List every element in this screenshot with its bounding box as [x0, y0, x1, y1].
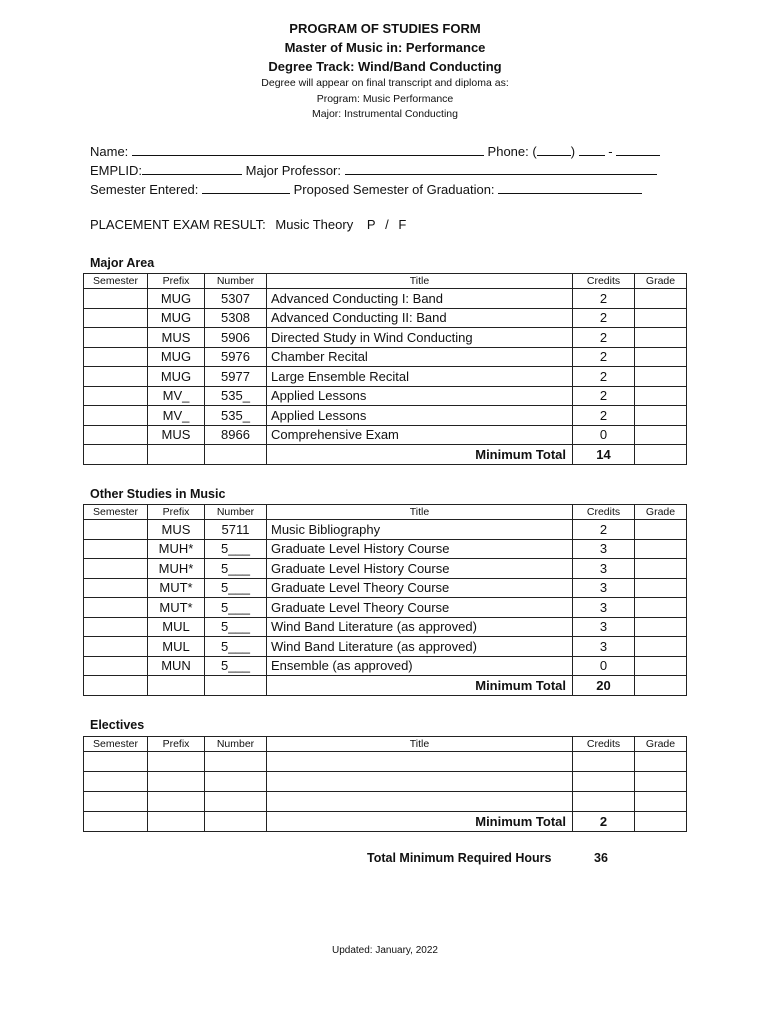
semester-cell[interactable] — [84, 386, 148, 406]
proposed-graduation-label: Proposed Semester of Graduation: — [293, 182, 495, 197]
course-row — [84, 539, 687, 559]
col-semester: Semester — [84, 274, 148, 289]
phone-line-field[interactable] — [616, 142, 660, 156]
col-grade: Grade — [635, 737, 687, 752]
major-area-table — [83, 273, 687, 465]
electives-body — [84, 752, 687, 832]
grade-cell[interactable] — [635, 520, 687, 540]
prefix-cell: MUS — [148, 425, 205, 445]
number-cell: 5___ — [205, 559, 267, 579]
credits-cell: 2 — [573, 520, 635, 540]
number-cell: 5711 — [205, 520, 267, 540]
title-cell[interactable] — [267, 792, 573, 812]
number-cell: 5307 — [205, 289, 267, 309]
grade-cell[interactable] — [635, 792, 687, 812]
number-cell: 5___ — [205, 598, 267, 618]
col-semester: Semester — [84, 505, 148, 520]
course-row — [84, 308, 687, 328]
grade-cell[interactable] — [635, 559, 687, 579]
grade-cell[interactable] — [635, 772, 687, 792]
prefix-cell: MUL — [148, 617, 205, 637]
emplid-label: EMPLID: — [90, 163, 143, 178]
col-title: Title — [267, 274, 573, 289]
semester-cell — [84, 812, 148, 832]
col-title: Title — [267, 737, 573, 752]
credits-cell[interactable] — [573, 752, 635, 772]
prefix-cell: MV_ — [148, 386, 205, 406]
phone-close-paren: ) — [570, 144, 576, 159]
prefix-cell: MUG — [148, 367, 205, 387]
form-title: PROGRAM OF STUDIES FORM — [289, 21, 481, 36]
title-cell: Directed Study in Wind Conducting — [267, 328, 573, 348]
grade-cell[interactable] — [635, 308, 687, 328]
semester-line — [90, 180, 642, 198]
grade-cell[interactable] — [635, 637, 687, 657]
course-row — [84, 617, 687, 637]
course-row — [84, 637, 687, 657]
number-cell: 5977 — [205, 367, 267, 387]
title-cell[interactable] — [267, 772, 573, 792]
header-row — [84, 274, 687, 289]
credits-cell: 3 — [573, 637, 635, 657]
placement-separator: / — [385, 217, 389, 232]
course-row — [84, 578, 687, 598]
minimum-total-row — [84, 676, 687, 696]
course-row — [84, 386, 687, 406]
semester-cell[interactable] — [84, 406, 148, 426]
prefix-cell — [148, 812, 205, 832]
semester-cell[interactable] — [84, 539, 148, 559]
minimum-total-value: 20 — [573, 676, 635, 696]
course-row — [84, 347, 687, 367]
major-professor-field[interactable] — [345, 161, 657, 175]
prefix-cell: MUG — [148, 289, 205, 309]
grade-cell[interactable] — [635, 539, 687, 559]
title-cell: Ensemble (as approved) — [267, 656, 573, 676]
course-row — [84, 520, 687, 540]
credits-cell: 3 — [573, 539, 635, 559]
semester-cell[interactable] — [84, 752, 148, 772]
course-row — [84, 559, 687, 579]
title-cell: Large Ensemble Recital — [267, 367, 573, 387]
number-cell — [205, 812, 267, 832]
course-row — [84, 406, 687, 426]
credits-cell: 3 — [573, 617, 635, 637]
other-studies-table — [83, 504, 687, 696]
semester-cell[interactable] — [84, 328, 148, 348]
course-row — [84, 656, 687, 676]
number-cell[interactable] — [205, 772, 267, 792]
grade-cell[interactable] — [635, 425, 687, 445]
course-row — [84, 598, 687, 618]
prefix-cell — [148, 445, 205, 465]
prefix-cell: MV_ — [148, 406, 205, 426]
minimum-total-value: 14 — [573, 445, 635, 465]
number-cell[interactable] — [205, 792, 267, 812]
semester-cell[interactable] — [84, 520, 148, 540]
credits-cell: 3 — [573, 578, 635, 598]
credits-cell: 2 — [573, 367, 635, 387]
col-credits: Credits — [573, 737, 635, 752]
title-cell: Graduate Level History Course — [267, 559, 573, 579]
credits-cell: 3 — [573, 598, 635, 618]
col-title: Title — [267, 505, 573, 520]
grade-cell[interactable] — [635, 578, 687, 598]
grade-cell[interactable] — [635, 386, 687, 406]
placement-subject: Music Theory — [275, 217, 354, 232]
prefix-cell: MUH* — [148, 539, 205, 559]
title-cell: Graduate Level Theory Course — [267, 578, 573, 598]
prefix-cell: MUT* — [148, 578, 205, 598]
title-cell: Wind Band Literature (as approved) — [267, 637, 573, 657]
minimum-total-label: Minimum Total — [267, 812, 573, 832]
grade-cell[interactable] — [635, 656, 687, 676]
semester-cell[interactable] — [84, 308, 148, 328]
semester-entered-label: Semester Entered: — [90, 182, 199, 197]
phone-area-field[interactable] — [537, 142, 571, 156]
title-cell: Advanced Conducting II: Band — [267, 308, 573, 328]
elective-row — [84, 772, 687, 792]
col-number: Number — [205, 505, 267, 520]
placement-label: PLACEMENT EXAM RESULT: — [90, 217, 266, 232]
number-cell: 5___ — [205, 617, 267, 637]
name-label: Name: — [90, 144, 129, 159]
prefix-cell: MUH* — [148, 559, 205, 579]
other-studies-title: Other Studies in Music — [90, 487, 226, 501]
number-cell: 5906 — [205, 328, 267, 348]
credits-cell: 2 — [573, 386, 635, 406]
semester-cell[interactable] — [84, 347, 148, 367]
col-grade: Grade — [635, 274, 687, 289]
grade-cell[interactable] — [635, 347, 687, 367]
semester-cell[interactable] — [84, 656, 148, 676]
credits-cell[interactable] — [573, 792, 635, 812]
prefix-cell: MUT* — [148, 598, 205, 618]
semester-cell — [84, 445, 148, 465]
header-row — [84, 505, 687, 520]
title-cell: Graduate Level Theory Course — [267, 598, 573, 618]
number-cell: 5___ — [205, 578, 267, 598]
credits-cell: 2 — [573, 289, 635, 309]
header-row — [84, 737, 687, 752]
col-credits: Credits — [573, 505, 635, 520]
number-cell: 5976 — [205, 347, 267, 367]
semester-cell[interactable] — [84, 289, 148, 309]
phone-dash: - — [608, 144, 613, 159]
title-cell: Comprehensive Exam — [267, 425, 573, 445]
title-cell: Applied Lessons — [267, 406, 573, 426]
grade-cell[interactable] — [635, 617, 687, 637]
prefix-cell[interactable] — [148, 772, 205, 792]
number-cell: 5___ — [205, 539, 267, 559]
placement-exam — [90, 217, 412, 232]
semester-cell[interactable] — [84, 772, 148, 792]
track-line: Degree Track: Wind/Band Conducting — [268, 59, 502, 74]
prefix-cell: MUG — [148, 347, 205, 367]
emplid-field[interactable] — [142, 161, 242, 175]
electives-table — [83, 736, 687, 832]
credits-cell: 2 — [573, 328, 635, 348]
semester-cell[interactable] — [84, 367, 148, 387]
credits-cell: 0 — [573, 656, 635, 676]
number-cell: 5308 — [205, 308, 267, 328]
phone-prefix-field[interactable] — [579, 142, 605, 156]
credits-cell: 2 — [573, 406, 635, 426]
semester-cell[interactable] — [84, 637, 148, 657]
major-note: Major: Instrumental Conducting — [312, 108, 458, 120]
degree-line: Master of Music in: Performance — [284, 40, 486, 55]
number-cell: 5___ — [205, 656, 267, 676]
grade-cell — [635, 676, 687, 696]
grade-cell — [635, 445, 687, 465]
name-field[interactable] — [132, 142, 484, 156]
prefix-cell — [148, 676, 205, 696]
title-cell: Advanced Conducting I: Band — [267, 289, 573, 309]
title-cell[interactable] — [267, 752, 573, 772]
number-cell: 535_ — [205, 406, 267, 426]
minimum-total-value: 2 — [573, 812, 635, 832]
prefix-cell: MUL — [148, 637, 205, 657]
col-grade: Grade — [635, 505, 687, 520]
semester-cell[interactable] — [84, 578, 148, 598]
total-hours-label: Total Minimum Required Hours — [367, 851, 552, 865]
course-row — [84, 328, 687, 348]
number-cell: 8966 — [205, 425, 267, 445]
electives-title: Electives — [90, 718, 145, 732]
major-area-title: Major Area — [90, 256, 155, 270]
credits-cell: 0 — [573, 425, 635, 445]
course-row — [84, 425, 687, 445]
semester-cell — [84, 676, 148, 696]
col-prefix: Prefix — [148, 737, 205, 752]
number-cell — [205, 676, 267, 696]
col-number: Number — [205, 737, 267, 752]
number-cell: 535_ — [205, 386, 267, 406]
course-row — [84, 289, 687, 309]
major-professor-label: Major Professor: — [245, 163, 342, 178]
grade-cell[interactable] — [635, 328, 687, 348]
col-number: Number — [205, 274, 267, 289]
minimum-total-row — [84, 812, 687, 832]
grade-cell — [635, 812, 687, 832]
prefix-cell[interactable] — [148, 792, 205, 812]
emplid-line — [90, 161, 657, 179]
semester-cell[interactable] — [84, 598, 148, 618]
title-cell: Wind Band Literature (as approved) — [267, 617, 573, 637]
number-cell: 5___ — [205, 637, 267, 657]
major-area-body — [84, 289, 687, 465]
updated-date: Updated: January, 2022 — [331, 945, 438, 956]
col-prefix: Prefix — [148, 505, 205, 520]
prefix-cell: MUN — [148, 656, 205, 676]
elective-row — [84, 792, 687, 812]
semester-cell[interactable] — [84, 617, 148, 637]
credits-cell: 3 — [573, 559, 635, 579]
program-note: Program: Music Performance — [316, 92, 454, 105]
minimum-total-row — [84, 445, 687, 465]
semester-entered-field[interactable] — [202, 180, 290, 194]
other-studies-body — [84, 520, 687, 696]
semester-cell[interactable] — [84, 425, 148, 445]
number-cell — [205, 445, 267, 465]
name-phone-line — [90, 142, 660, 160]
semester-cell[interactable] — [84, 559, 148, 579]
title-cell: Music Bibliography — [267, 520, 573, 540]
transcript-note: Degree will appear on final transcript and diploma as: — [261, 77, 509, 89]
form-header — [0, 19, 770, 123]
title-cell: Chamber Recital — [267, 347, 573, 367]
title-cell: Applied Lessons — [267, 386, 573, 406]
proposed-graduation-field[interactable] — [498, 180, 642, 194]
semester-cell[interactable] — [84, 792, 148, 812]
elective-row — [84, 752, 687, 772]
col-semester: Semester — [84, 737, 148, 752]
phone-label: Phone: ( — [487, 144, 537, 159]
minimum-total-label: Minimum Total — [267, 445, 573, 465]
grade-cell[interactable] — [635, 367, 687, 387]
credits-cell: 2 — [573, 347, 635, 367]
grade-cell[interactable] — [635, 752, 687, 772]
credits-cell: 2 — [573, 308, 635, 328]
grade-cell[interactable] — [635, 289, 687, 309]
prefix-cell: MUG — [148, 308, 205, 328]
col-prefix: Prefix — [148, 274, 205, 289]
minimum-total-label: Minimum Total — [267, 676, 573, 696]
placement-fail[interactable]: F — [398, 217, 407, 232]
prefix-cell[interactable] — [148, 752, 205, 772]
grade-cell[interactable] — [635, 406, 687, 426]
total-hours-value: 36 — [594, 851, 608, 865]
placement-pass[interactable]: P — [366, 217, 376, 232]
credits-cell[interactable] — [573, 772, 635, 792]
prefix-cell: MUS — [148, 328, 205, 348]
number-cell[interactable] — [205, 752, 267, 772]
title-cell: Graduate Level History Course — [267, 539, 573, 559]
prefix-cell: MUS — [148, 520, 205, 540]
col-credits: Credits — [573, 274, 635, 289]
course-row — [84, 367, 687, 387]
grade-cell[interactable] — [635, 598, 687, 618]
